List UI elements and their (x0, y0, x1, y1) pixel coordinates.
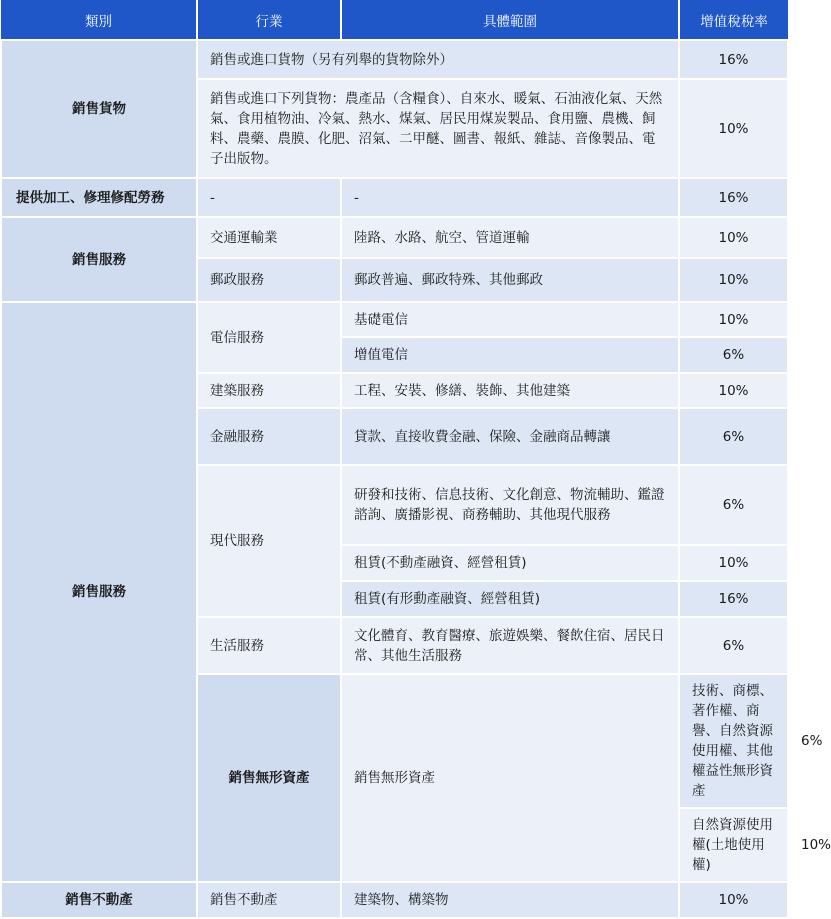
industry-cell: 銷售無形資產 (341, 674, 679, 882)
scope-cell: 增值電信 (341, 337, 679, 373)
rate-cell: 16% (679, 178, 788, 217)
industry-cell: 金融服務 (197, 408, 341, 465)
scope-cell: 自然資源使用權(土地使用權) (679, 808, 788, 882)
rate-cell: 10% (679, 79, 788, 178)
scope-cell: 基礎電信 (341, 302, 679, 337)
table-row (1, 178, 788, 217)
table-row (1, 217, 788, 258)
rate-cell: 6% (679, 337, 788, 373)
rate-cell: 6% (679, 465, 788, 545)
scope-cell: 租賃(有形動產融資、經營租賃) (341, 581, 679, 617)
table-row (1, 882, 788, 918)
header-scope: 具體範圍 (341, 0, 679, 40)
scope-cell: 技術、商標、著作權、商譽、自然資源使用權、其他權益性無形資產 (679, 674, 788, 808)
industry-cell: - (197, 178, 341, 217)
industry-cell: 生活服務 (197, 617, 341, 674)
category-cell: 銷售無形資產 (197, 674, 341, 882)
industry-cell: 電信服務 (197, 302, 341, 373)
header-rate: 增值稅稅率 (679, 0, 788, 40)
scope-cell: 陸路、水路、航空、管道運輸 (341, 217, 679, 258)
table-row: 銷售無形資產 銷售無形資產 技術、商標、著作權、商譽、自然資源使用權、其他權益性無形資產 6% (1, 674, 788, 808)
rate-cell: 16% (679, 40, 788, 79)
industry-cell: 郵政服務 (197, 258, 341, 302)
rate-cell: 10% (679, 882, 788, 918)
rate-cell: 10% (679, 373, 788, 408)
category-cell: 銷售服務 (1, 302, 197, 882)
scope-cell: 貸款、直接收費金融、保險、金融商品轉讓 (341, 408, 679, 465)
rate-cell: 6% (679, 617, 788, 674)
scope-cell: 文化體育、教育醫療、旅遊娛樂、餐飲住宿、居民日常、其他生活服務 (341, 617, 679, 674)
scope-cell: 工程、安裝、修繕、裝飾、其他建築 (341, 373, 679, 408)
table-row (1, 40, 788, 79)
scope-cell: 研發和技術、信息技術、文化創意、物流輔助、鑑證諮詢、廣播影視、商務輔助、其他現代服務 (341, 465, 679, 545)
scope-cell: 郵政普遍、郵政特殊、其他郵政 (341, 258, 679, 302)
category-cell: 銷售不動產 (1, 882, 197, 918)
category-cell: 銷售服務 (1, 217, 197, 302)
header-industry: 行業 (197, 0, 341, 40)
scope-cell: 建築物、構築物 (341, 882, 679, 918)
scope-cell: 銷售或進口下列貨物：農產品（含糧食）、自來水、暖氣、石油液化氣、天然氣、食用植物油、冷氣、熱水、煤氣、居民用煤炭製品、食用鹽、農機、飼料、農藥、農膜、化肥、沼氣、二甲醚、圖書、報紙、雜誌、音像製品、電子出版物。 (197, 79, 679, 178)
header-category: 類別 (1, 0, 197, 40)
rate-cell: 16% (679, 581, 788, 617)
category-cell: 銷售貨物 (1, 40, 197, 178)
table-row (1, 302, 788, 337)
rate-cell: 6% (679, 408, 788, 465)
rate-cell: 10% (679, 302, 788, 337)
rate-cell: 10% (679, 545, 788, 581)
industry-cell: 交通運輸業 (197, 217, 341, 258)
scope-cell: 租賃(不動產融資、經營租賃) (341, 545, 679, 581)
industry-cell: 建築服務 (197, 373, 341, 408)
table-header-row (1, 0, 788, 40)
rate-cell: 10% (679, 217, 788, 258)
scope-cell: - (341, 178, 679, 217)
table-row: 自然資源使用權(土地使用權) 10% (1, 808, 788, 882)
category-cell: 提供加工、修理修配勞務 (1, 178, 197, 217)
scope-cell: 銷售或進口貨物（另有列舉的貨物除外） (197, 40, 679, 79)
industry-cell: 現代服務 (197, 465, 341, 617)
rate-cell: 10% (679, 258, 788, 302)
industry-cell: 銷售不動產 (197, 882, 341, 918)
